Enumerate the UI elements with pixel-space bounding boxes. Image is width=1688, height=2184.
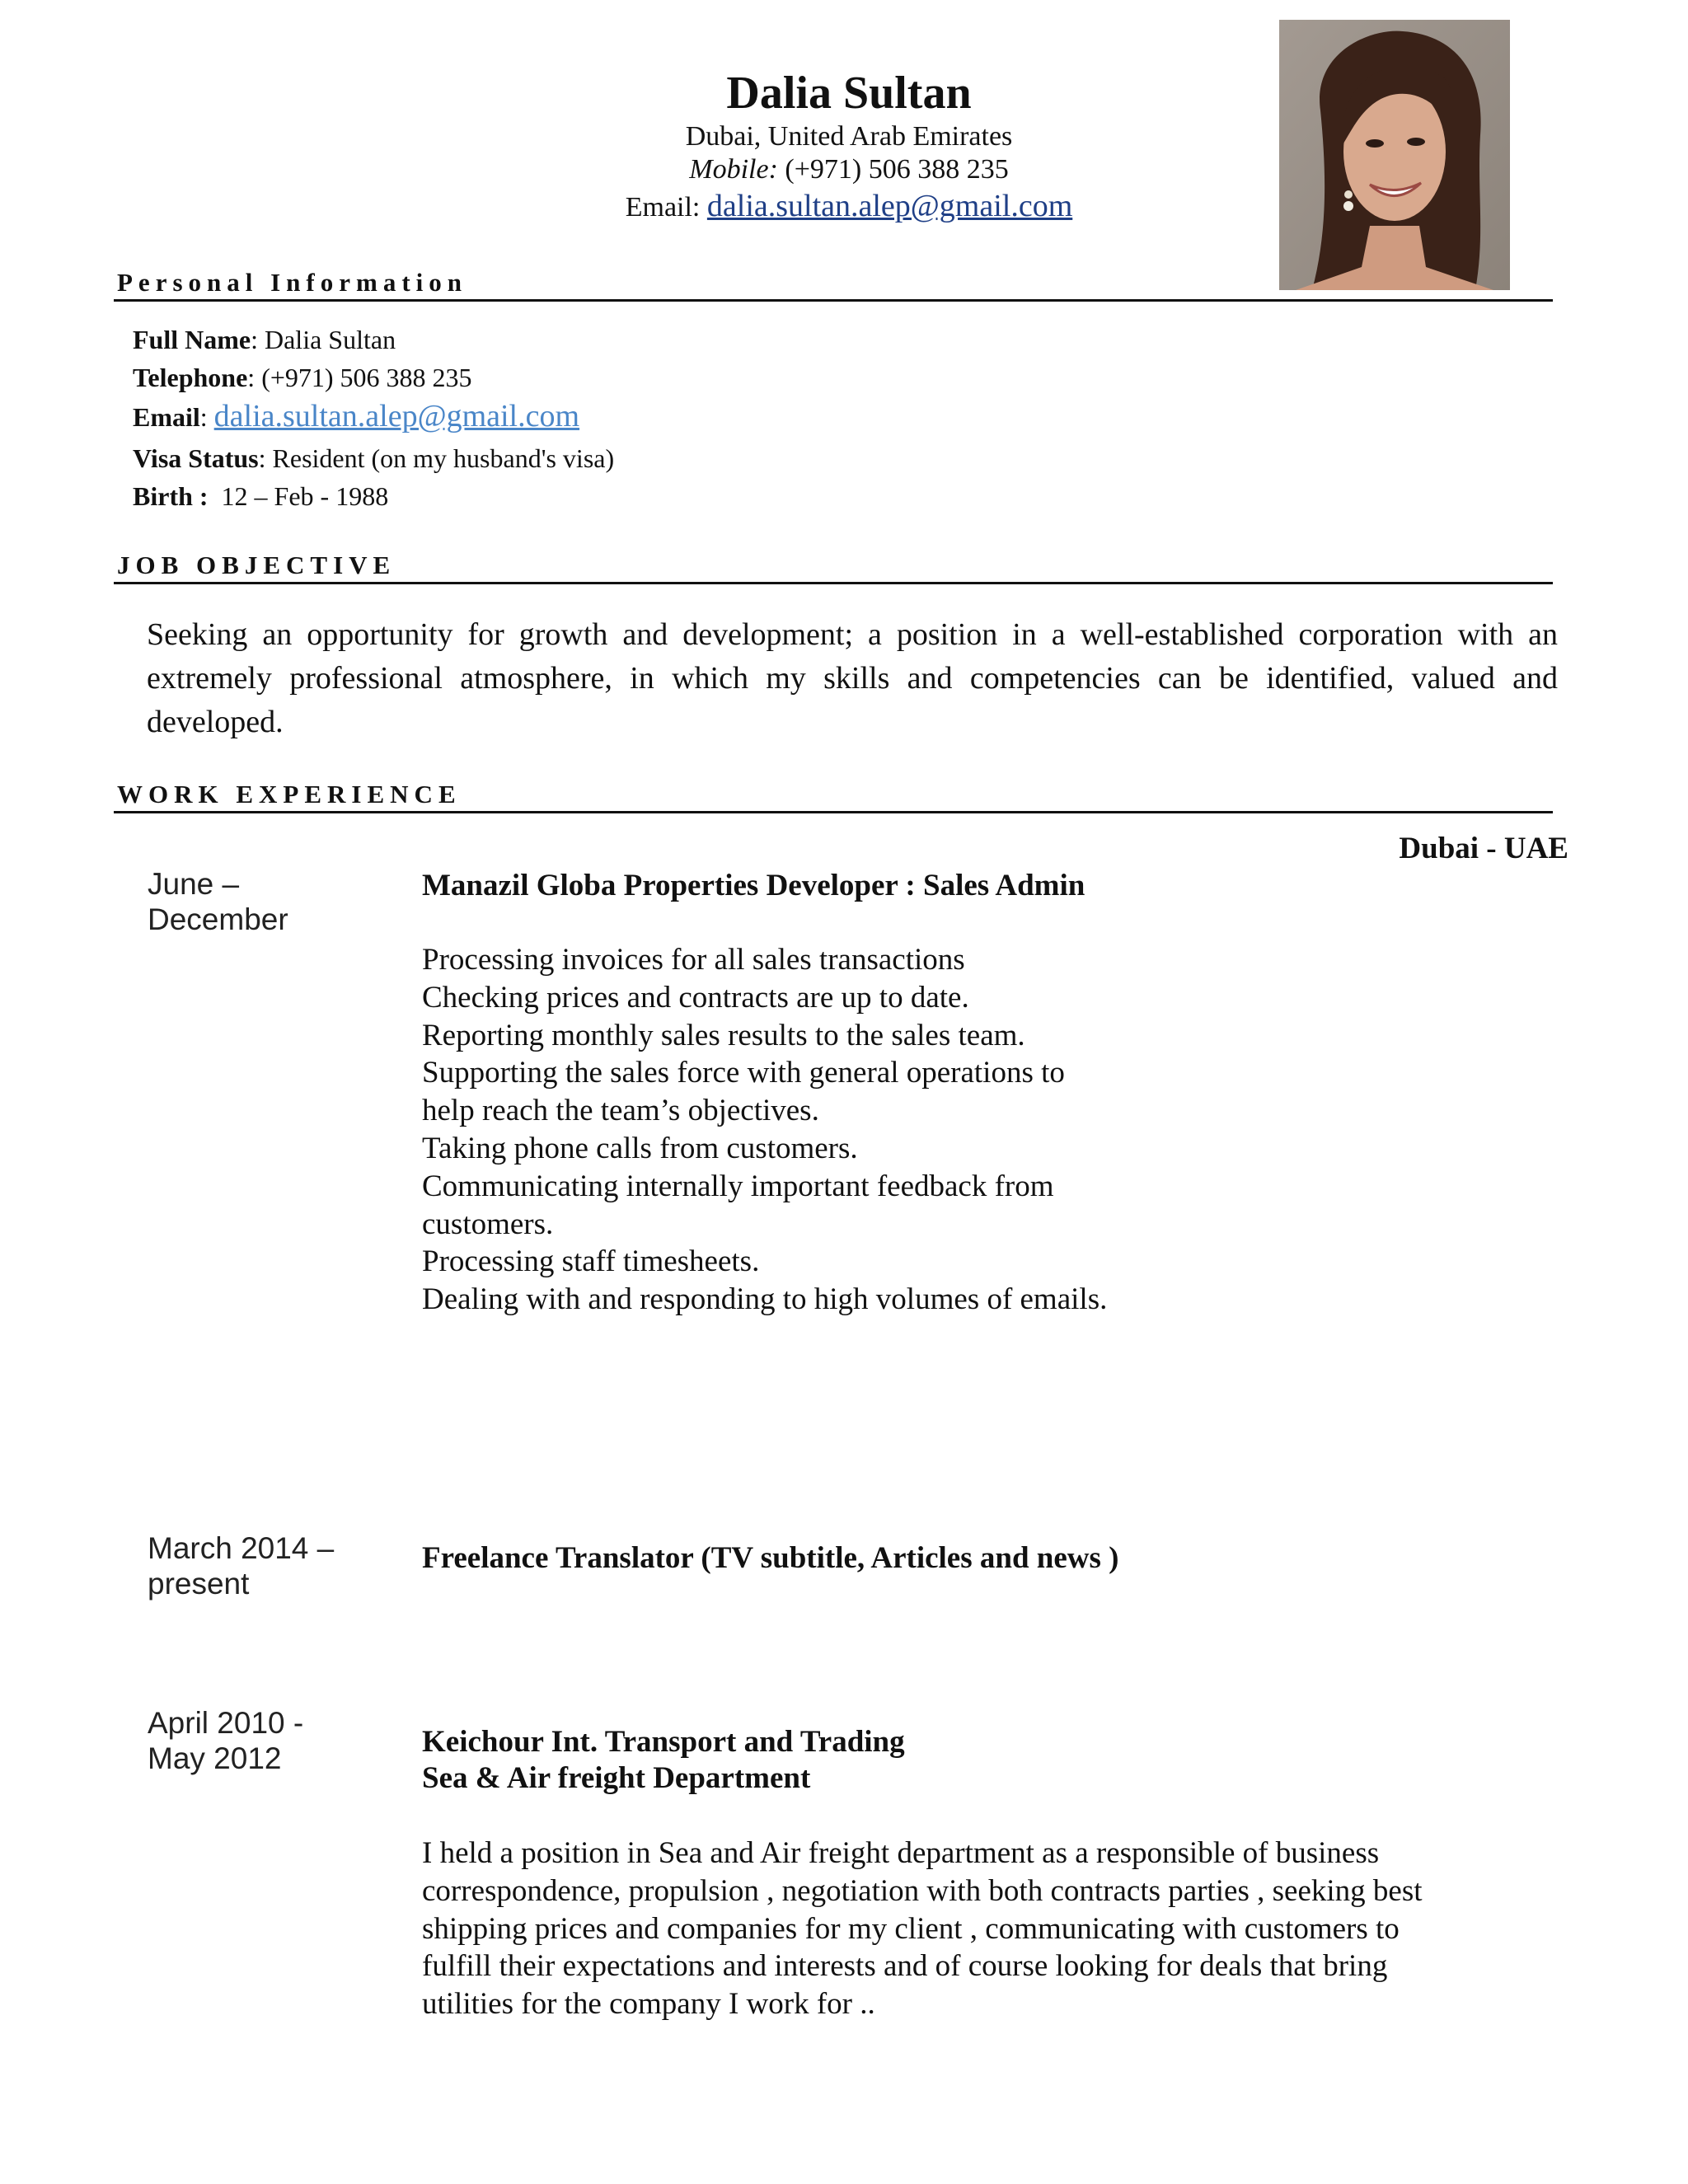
job-description-line: correspondence, propulsion , negotiation with both contracts parties , seeking best — [422, 1873, 1423, 1908]
job-duty: help reach the team’s objectives. — [422, 1094, 819, 1128]
job-duties-list — [422, 941, 1230, 1319]
email-row: Email: dalia.sultan.alep@gmail.com — [133, 399, 580, 434]
birth-row — [133, 480, 388, 513]
job-description-line: shipping prices and companies for my client , communicating with customers to — [422, 1911, 1400, 1946]
job-duty: Processing staff timesheets. — [422, 1244, 760, 1279]
birth-label: Birth : — [133, 481, 209, 511]
job-description-line: I held a position in Sea and Air freight department as a responsible of business — [422, 1836, 1380, 1870]
section-divider — [114, 582, 1553, 584]
job-duty: customers. — [422, 1207, 554, 1241]
header-location: Dubai, United Arab Emirates — [685, 121, 1013, 152]
job-title: Freelance Translator (TV subtitle, Articles and news ) — [422, 1541, 1119, 1575]
section-divider — [114, 299, 1553, 302]
job-duty: Checking prices and contracts are up to date. — [422, 980, 969, 1015]
job-duty: Supporting the sales force with general operations to — [422, 1056, 1065, 1090]
profile-photo-image — [1279, 20, 1510, 290]
profile-photo — [1279, 20, 1510, 290]
job-duty: Communicating internally important feedback from — [422, 1169, 1054, 1203]
job-duty: Taking phone calls from customers. — [422, 1131, 858, 1165]
job-objective-heading: JOB OBJECTIVE — [117, 551, 396, 579]
telephone-value: (+971) 506 388 235 — [261, 363, 472, 392]
header-email-link[interactable]: dalia.sultan.alep@gmail.com — [706, 189, 1073, 223]
job-department: Sea & Air freight Department — [422, 1761, 811, 1795]
job-description — [422, 1835, 1559, 2023]
telephone-label: Telephone — [133, 363, 248, 392]
full-name-value: Dalia Sultan — [264, 325, 396, 354]
job-date: April 2010 - May 2012 — [148, 1706, 304, 1775]
mobile-label: Mobile: — [689, 154, 778, 185]
telephone-row: Telephone: (+971) 506 388 235 — [133, 363, 472, 392]
job-description-line: utilities for the company I work for .. — [422, 1987, 875, 2022]
full-name-row: Full Name: Dalia Sultan — [133, 325, 396, 354]
job-duty: Dealing with and responding to high volumes of emails. — [422, 1282, 1108, 1317]
job-duty: Processing invoices for all sales transactions — [422, 943, 965, 977]
job-date: March 2014 – present — [148, 1531, 335, 1601]
job-location: Dubai - UAE — [1399, 832, 1568, 865]
job-objective-text: Seeking an opportunity for growth and development; a position in a well-established corporation with an extremely professional atmosphere, in which my skills and competencies can be identified, valued and developed. — [147, 617, 1558, 739]
section-divider — [114, 811, 1553, 813]
job-description-line: fulfill their expectations and interests and of course looking for deals that bring — [422, 1949, 1388, 1984]
email-label: Email: — [625, 192, 701, 223]
full-name-label: Full Name — [133, 325, 251, 354]
birth-value: 12 – Feb - 1988 — [221, 481, 389, 511]
visa-status-row: Visa Status: Resident (on my husband's visa) — [133, 443, 615, 473]
job-date: June – December — [148, 867, 288, 936]
work-experience-heading: WORK EXPERIENCE — [117, 780, 462, 808]
personal-email-link[interactable]: dalia.sultan.alep@gmail.com — [213, 399, 580, 434]
job-duty: Reporting monthly sales results to the sales team. — [422, 1018, 1025, 1052]
job-title: Keichour Int. Transport and Trading — [422, 1725, 905, 1759]
visa-status-value: Resident (on my husband's visa) — [272, 443, 615, 473]
email-row-label: Email — [133, 402, 200, 432]
personal-information-heading: Personal Information — [117, 268, 468, 297]
job-title: Manazil Globa Properties Developer : Sales Admin — [422, 869, 1085, 902]
visa-status-label: Visa Status — [133, 443, 259, 473]
resume-name: Dalia Sultan — [726, 68, 972, 119]
mobile-value: (+971) 506 388 235 — [785, 154, 1009, 185]
